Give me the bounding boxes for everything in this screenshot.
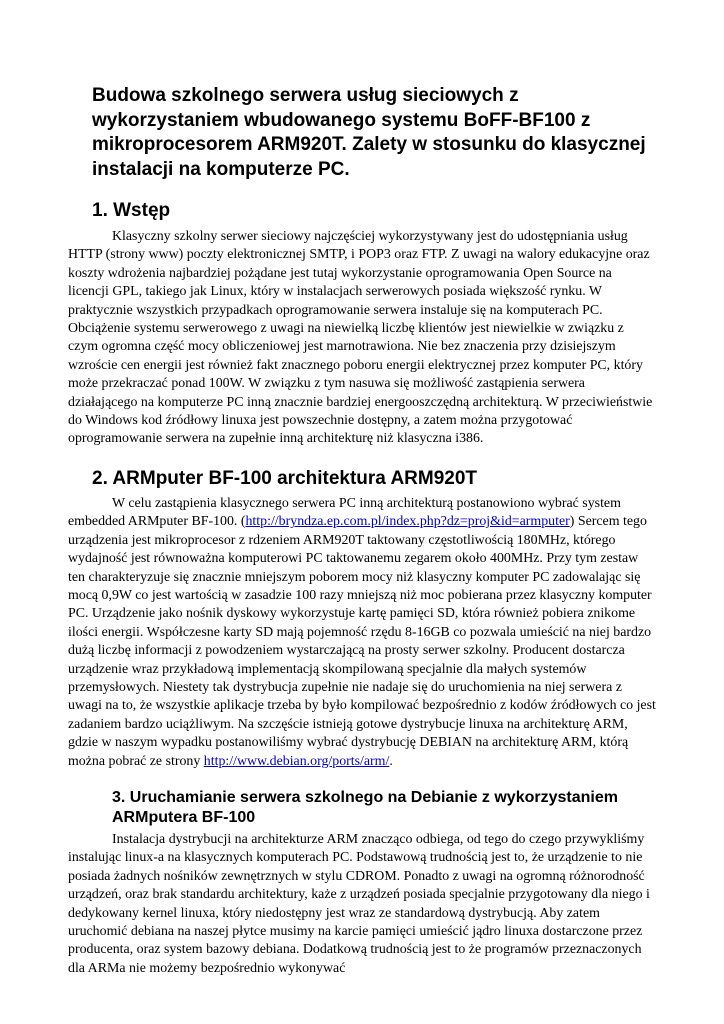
section-3-heading: 3. Uruchamianie serwera szkolnego na Debianie z wykorzystaniem ARMputera BF-100 <box>112 788 618 826</box>
armputer-project-link[interactable]: http://bryndza.ep.com.pl/index.php?dz=proj&id=armputer <box>245 514 570 530</box>
document-title: Budowa szkolnego serwera usług sieciowych z wykorzystaniem wbudowanego systemu BoFF-BF100 z mikroprocesorem ARM920T. Zalety w stosunku do klasycznej instalacji na komputerze PC. <box>92 85 646 180</box>
debian-arm-ports-link[interactable]: http://www.debian.org/ports/arm/ <box>203 753 390 769</box>
section-1-heading: 1. Wstęp <box>92 200 171 221</box>
document-page <box>68 78 656 978</box>
section-1-paragraph: Klasyczny szkolny serwer sieciowy najczęściej wykorzystywany jest do udostępniania usług HTTP (strony www) poczty elektronicznej SMTP, i POP3 oraz FTP. Z uwagi na walory edukacyjne oraz koszty wdrożenia najbardziej pożądane jest tutaj wykorzystanie oprogramowania Open Source na licencji GPL, takiego jak Linux, który w instalacjach serwerowych posiada większość rynku. W praktycznie wszystkich przypadkach oprogramowanie serwera instaluje się na komputerach PC. Obciążenie systemu serwerowego z uwagi na niewielką liczbę klientów jest niewielkie w związku z czym ogromna część mocy obliczeniowej jest marnotrawiona. Nie bez znaczenia przy dzisiejszym wzroście cen energii jest również fakt znacznego poboru energii elektrycznej przez komputer PC, który może przekraczać ponad 100W. W związku z tym nasuwa się możliwość zastąpienia serwera działającego na komputerze PC inną znacznie bardziej energooszczędną architekturą. W przeciwieństwie do Windows kod źródłowy linuxa jest powszechnie dostępny, a zatem można przygotować oprogramowanie serwera na zupełnie inną architekturę niż klasyczna i386. <box>68 229 653 447</box>
section-2-text-after-link: ) Sercem tego urządzenia jest mikroprocesor z rdzeniem ARM920T taktowany częstotliwością 180MHz, którego wydajność jest równoważna komputerowi PC taktowanemu zegarem około 400MHz. Przy tym zestaw ten charakteryzuje się znacznie mniejszym poborem mocy niż klasyczny komputer PC zadowalając się mocą 0,9W co jest wartością w zasadzie 100 razy mniejszą niż moc pobierana przez klasyczny komputer PC. Urządzenie jako nośnik dyskowy wykorzystuje kartę pamięci SD, która również pobiera znikome ilości energii. Współczesne karty SD mają pojemność rzędu 8-16GB co pozwala umieścić na niej bardzo dużą liczbę informacji z powodzeniem wystarczającą na prosty serwer szkolny. Producent dostarcza urządzenie wraz przykładową implementacją skompilowaną specjalnie dla małych systemów przemysłowych. Niestety tak dystrybucja zupełnie nie nadaje się do uruchomienia na niej serwera z uwagi na to, że wszystkie aplikacje trzeba by było kompilować bezpośrednio z kodów źródłowych co jest zadaniem bardzo uciążliwym. Na szczęście istnieją gotowe dystrybucje linuxa na architekturę ARM, gdzie w naszym wypadku postanowiliśmy wybrać dystrybucję DEBIAN na architekturę ARM, którą można pobrać ze strony <box>68 514 656 769</box>
section-2-paragraph <box>68 495 656 771</box>
section-2-heading: 2. ARMputer BF-100 architektura ARM920T <box>92 467 478 489</box>
section-2-text-end: . <box>389 753 393 769</box>
section-3-paragraph: Instalacja dystrybucji na architekturze ARM znacząco odbiega, od tego do czego przywykliśmy instalując linux-a na klasycznych komputerach PC. Podstawową trudnością jest to, że urządzenie to nie posiada żadnych nośników zewnętrznych w stylu CDROM. Ponadto z uwagi na ogromną różnorodność urządzeń, oraz brak standardu architektury, każe z urządzeń posiada specjalnie przygotowany dla niego i dedykowany kernel linuxa, który niedostępny jest wraz ze standardową dystrybucją. Aby zatem uruchomić debiana na naszej płytce musimy na karcie pamięci umieścić jądro linuxa dostarczone przez producenta, oraz system bazowy debiana. Dodatkową trudnością jest to że programów przeznaczonych dla ARMa nie możemy bezpośrednio wykonywać <box>68 831 650 976</box>
section-2-text-before-link: W celu zastąpienia klasycznego serwera PC inną architekturą postanowiono wybrać system embedded ARMputer BF-100. ( <box>68 495 621 530</box>
